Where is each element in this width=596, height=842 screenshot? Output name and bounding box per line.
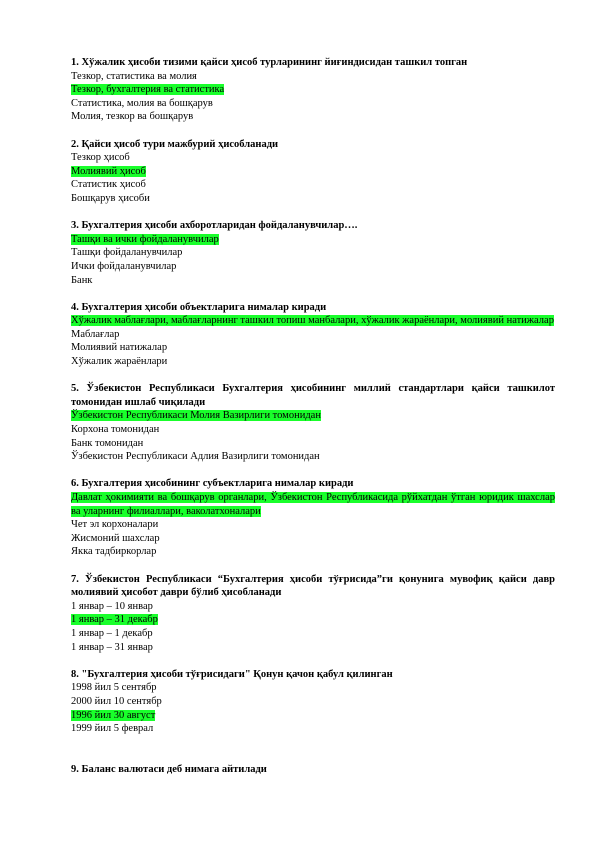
question-text: 1. Хўжалик ҳисоби тизими қайси ҳисоб турларининг йиғиндисидан ташкил топган (71, 57, 468, 68)
question-text: 2. Қайси ҳисоб тури мажбурий ҳисобланади (71, 138, 279, 150)
answer-option-correct: Ташқи ва ички фойдаланувчилар (71, 233, 219, 245)
answer-option: 1999 йил 5 феврал (71, 723, 154, 735)
question-text: 4. Бухгалтерия ҳисоби объектларига нималар киради (71, 301, 327, 313)
answer-option: Маблағлар (71, 328, 120, 340)
question-text: 6. Бухгалтерия ҳисобининг субъектларига нималар киради (71, 478, 354, 490)
question-text: 3. Бухгалтерия ҳисоби ахборотларидан фойдаланувчилар…. (71, 220, 358, 232)
question-6 (71, 477, 555, 559)
answer-option: Банк томонидан (71, 437, 144, 449)
answer-option: Ички фойдаланувчилар (71, 260, 177, 272)
question-3 (71, 219, 555, 287)
answer-option: Молия, тезкор ва бошқарув (71, 111, 194, 123)
question-5 (71, 382, 555, 464)
answer-option: Тезкор ҳисоб (71, 152, 130, 164)
question-text: 7. Ўзбекистон Республикаси “Бухгалтерия ҳисоби тўғрисида”ги қонунига мувофиқ қайси давр молиявий ҳисобот даври бўлиб ҳисобланади (71, 573, 555, 599)
document-page (71, 56, 555, 790)
answer-option: Тезкор, статистика ва молия (71, 70, 197, 82)
answer-option: Бошқарув ҳисоби (71, 192, 150, 204)
question-text: 9. Баланс валютаси деб нимага айтилади (71, 763, 267, 775)
answer-option-correct: Молиявий ҳисоб (71, 165, 146, 177)
answer-option: Молиявий натижалар (71, 342, 168, 354)
question-4 (71, 301, 555, 369)
answer-option: 1 январ – 10 январ (71, 600, 153, 612)
answer-option: 2000 йил 10 сентябр (71, 695, 162, 707)
answer-option: Якка тадбиркорлар (71, 546, 157, 558)
answer-option: Банк (71, 274, 93, 286)
question-2 (71, 138, 555, 206)
question-7 (71, 573, 555, 655)
answer-option-correct: Ўзбекистон Республикаси Молия Вазирлиги томонидан (71, 410, 321, 422)
answer-option-correct: Тезкор, бухгалтерия ва статистика (71, 84, 225, 96)
answer-option: Корхона томонидан (71, 424, 160, 436)
question-9 (71, 763, 555, 777)
blank-line (71, 749, 555, 763)
answer-option: 1 январ – 31 январ (71, 641, 153, 653)
question-8 (71, 668, 555, 736)
answer-option-correct: Хўжалик маблағлари, маблағларнинг ташкил топиш манбалари, хўжалик жараёнлари, молиявий натижалар (71, 315, 554, 327)
answer-option-correct: 1996 йил 30 август (71, 709, 156, 721)
answer-option: Чет эл корхоналари (71, 519, 159, 531)
question-1 (71, 56, 555, 124)
answer-option-correct: 1 январ – 31 декабр (71, 614, 158, 626)
question-text: 5. Ўзбекистон Республикаси Бухгалтерия ҳисобининг миллий стандартлари қайси ташкилот томонидан ишлаб чиқилади (71, 383, 555, 408)
answer-option: Статистик ҳисоб (71, 179, 146, 191)
answer-option-correct: Давлат ҳокимияти ва бошқарув органлари, Ўзбекистон Республикасида рўйхатдан ўтган юридик шахслар ва уларнинг филиаллари, ваколатхоналари (71, 492, 555, 517)
answer-option: 1998 йил 5 сентябр (71, 682, 157, 694)
answer-option: Хўжалик жараёнлари (71, 356, 168, 368)
question-text: 8. "Бухгалтерия ҳисоби тўғрисидаги" Қонун қачон қабул қилинган (71, 668, 393, 680)
answer-option: Статистика, молия ва бошқарув (71, 97, 213, 109)
answer-option: Ташқи фойдаланувчилар (71, 247, 183, 259)
answer-option: Ўзбекистон Республикаси Адлия Вазирлиги томонидан (71, 451, 320, 463)
answer-option: Жисмоний шахслар (71, 532, 160, 544)
answer-option: 1 январ – 1 декабр (71, 627, 153, 639)
